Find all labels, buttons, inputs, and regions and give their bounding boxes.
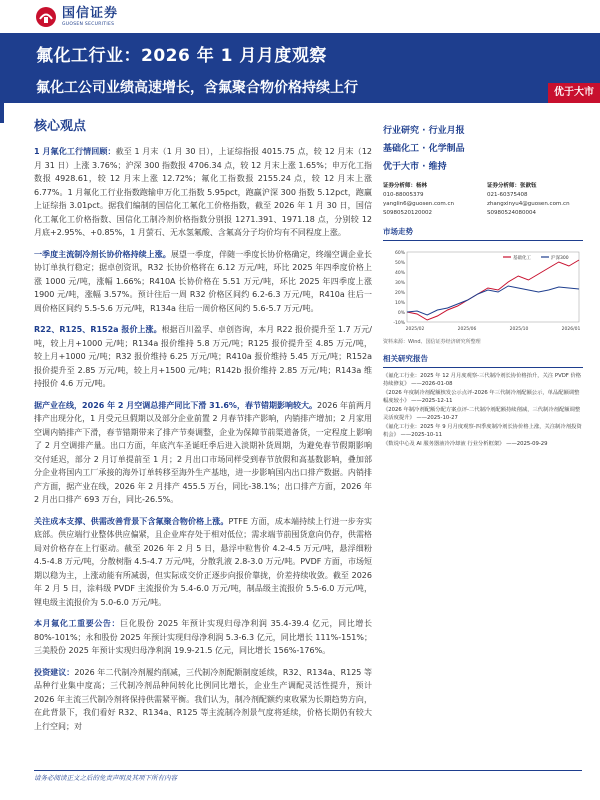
rating-label: 优于大市 · 维持 [383, 162, 447, 172]
logo [35, 6, 118, 28]
x-tick-label: 2025/10 [509, 327, 529, 332]
paragraph-lead: 1 月氟化工行情回顾： [34, 147, 116, 156]
analyst-phone: 010-88005379 [383, 192, 424, 198]
paragraph-text: 巨化股份 2025 年预计实现归母净利润 35.4-39.4 亿元，同比增长 80%-101%；永和股份 2025 年预计实现归母净利润 5.3-6.3 亿元，同比增长 111%-151%；三美股份 2025 年预计实现归母净利润 19.9-21.5 亿元，同比增长 156%-176%。 [34, 619, 373, 655]
y-tick-label: 50% [394, 261, 405, 266]
viewpoint-paragraph [34, 399, 372, 507]
chart-frame [407, 252, 579, 322]
analyst-email[interactable]: zhangxinyu4@guosen.com.cn [487, 201, 570, 207]
y-tick-label: 30% [394, 281, 405, 286]
sidebar [383, 112, 583, 448]
title-banner [0, 33, 600, 103]
analyst-phone: 021-60375408 [487, 192, 528, 198]
x-tick-label: 2025/06 [457, 327, 477, 332]
footer-disclaimer: 请务必阅读正文之后的免责声明及其项下所有内容 [34, 774, 177, 782]
y-tick-label: 20% [394, 291, 405, 296]
y-tick-label: 60% [394, 251, 405, 256]
paragraph-text: PTFE 方面，成本端持续上行进一步夯实底部。供应端行业整体供应偏紧，且企业库存处于相对低位；需求端节前囤货意向仍存，供需格局对价格存在上行驱动。截至 2026 年 2 月 5 日，悬浮中粒售价 4.2-4.5 万元/吨，悬浮细粉 4.5-4.8 万元/吨，分散树脂 4.5-4.7 万元/吨，分散乳液 2.8-3.0 万元/吨。PVDF 方面，市场短期以稳为主，上涨动能有所减弱，但实际成交价正逐步向报价靠拢，价差持续收敛。截至 2026 年 2 月 5 日，涂料级 PVDF 主流报价为 5.4-6.0 万元/吨，制品级主流报价 5.5-6.0 万元/吨，锂电级主流报价为 5.0-6.0 万元/吨。 [34, 516, 372, 607]
report-subtitle: 氟化工公司业绩高速增长，含氟聚合物价格持续上行 [36, 80, 358, 96]
guosen-logo-icon [35, 6, 57, 28]
x-tick-label: 2025/02 [405, 327, 425, 332]
report-title: 氟化工行业：2026 年 1 月月度观察 [36, 46, 327, 66]
viewpoint-paragraph [34, 617, 372, 658]
viewpoint-paragraph [34, 323, 372, 391]
analyst-card [487, 182, 583, 218]
related-report-item[interactable]: 《氟化工行业：2025 年 9 月月度观察-四季度制冷剂长协价格上涨，关注制冷剂投资机会》 ——2025-10-11 [383, 423, 582, 438]
viewpoint-paragraph [34, 515, 372, 610]
viewpoint-paragraph [34, 666, 372, 734]
analyst-name: 证券分析师：杨林 [383, 183, 428, 189]
industry-label: 行业研究 · 行业月报 [383, 126, 465, 136]
rating-tag: 优于大市 [548, 83, 600, 103]
sector-label: 基础化工 · 化学制品 [383, 144, 465, 154]
related-report-item[interactable]: 《氟化工行业：2025 年 12 月月度观察-三代制冷剂长协价格抬升，关注 PVDF 价格持续修复》 ——2026-01-08 [383, 373, 582, 388]
related-report-item[interactable]: 《2026 年制冷剂配额分配方案点评-二代制冷剂配额持续削减，三代制冷剂配额调整灵活度提升》 ——2025-10-27 [383, 406, 581, 422]
footer-divider [34, 770, 582, 771]
market-trend-chart [383, 246, 583, 336]
y-tick-label: 40% [394, 271, 405, 276]
legend-label: 基础化工 [513, 256, 531, 261]
paragraph-lead: 关注成本支撑、供需改善背景下含氟聚合物价格上涨。 [34, 516, 229, 526]
y-tick-label: 10% [394, 301, 405, 306]
series-line-chemical [407, 260, 579, 320]
related-report-item[interactable]: 《2026 年度制冷剂配额核发公示点评-2026 年三代制冷剂配额公示，单品配额调整幅度较小》 ——2025-12-11 [383, 389, 580, 405]
paragraph-lead: 本月氟化工重要公告： [34, 619, 121, 628]
accent-bar [0, 103, 4, 123]
paragraph-lead: R22、R125、R152a 报价上涨。 [34, 325, 162, 334]
y-tick-label: -10% [393, 321, 405, 326]
analysts [383, 182, 583, 218]
viewpoint-paragraph [34, 248, 372, 316]
analyst-license: S0980520120002 [383, 210, 432, 216]
market-trend-title: 市场走势 [383, 226, 583, 241]
paragraph-text: 2026 年二代制冷剂履约削减，三代制冷剂配额制度延续，R32、R134a、R125 等品种行业集中度高；三代制冷剂品种间转化比例同比增长，企业生产调配灵活性提升，预计 2026 年主流三代制冷剂将保持供需紧平衡。我们认为，制冷剂配额约束收紧为长期趋势方向，在此背景下，我们看好 R32、R134a、R125 等主流制冷剂景气度将延续，价格长期仍有较大上行空间；对 [34, 667, 373, 731]
logo-text-cn: 国信证券 [62, 6, 119, 21]
paragraph-lead: 一季度主流制冷剂长协价格持续上涨。 [34, 249, 171, 259]
legend-label: 沪深300 [551, 256, 569, 261]
analyst-card [383, 182, 479, 218]
y-tick-label: 0% [397, 311, 405, 316]
x-tick-label: 2026/01 [561, 327, 581, 332]
paragraph-lead: 据产业在线，2026 年 2 月空调总排产同比下滑 31.6%，春节错期影响较大。 [34, 400, 318, 410]
analyst-license: S0980524080004 [487, 210, 536, 216]
paragraph-text: 根据百川盈孚、卓创咨询，本月 R22 报价提升至 1.7 万元/吨，较上月+1000 元/吨；R134a 报价维持 5.8 万元/吨；R125 报价提升至 4.85 万元/吨，较上月+1000 元/吨；R32 报价维持 6.25 万元/吨；R410a 报价维持 5.45 万元/吨；R152a 报价提升至 2.85 万元/吨，较上月+1500 元/吨；R142b 报价维持 2.85 万元/吨；R143a 维持报价 4.6 万元/吨。 [34, 325, 373, 388]
paragraph-text: 2026 年前两月排产出现分化，1 月受元旦假期以及部分企业前置 2 月春节排产影响，内销排产增加；2 月家用空调内销排产下滑，春节错期带来了排产节奏调整，企业为保障节前渠道备货，一定程度上影响了 2 月空调排产量。出口方面，年底汽车圣诞旺季后进入淡期补货周期，为避免春节假期影响交付延迟，部分 2 月订单提前至 1 月；2 月出口市场同样受到春节放假和高基数影响，叠加部分企业将国内工厂承接的海外订单转移至海外生产基地，进一步影响国内出口排产数据。内销排产方面，据产业在线，2026 年 2 月排产 455.5 万台，同比-38.1%；出口排产方面，2026 年 2 月出口排产 693 万台，同比-26.5%。 [34, 400, 372, 504]
logo-text-en: GUOSEN SECURITIES [62, 22, 115, 27]
analyst-email[interactable]: yanglin6@guosen.com.cn [383, 201, 454, 207]
viewpoint-paragraph [34, 145, 372, 240]
core-viewpoints [34, 112, 372, 741]
related-report-item[interactable]: 《数说中心及 AI 服务器液冷冷却液 行业分析框架》 ——2025-09-29 [383, 440, 548, 447]
related-reports-title: 相关研究报告 [383, 353, 583, 368]
chart-svg [383, 246, 583, 336]
section-title: 核心观点 [34, 119, 87, 134]
paragraph-text: 截至 1 月末（1 月 30 日），上证综指报 4015.75 点，较 12 月末（12 月 31 日）上涨 3.76%；沪深 300 指数报 4706.34 点，较 12 月末上涨 1.65%；申万化工指数报 4928.61，较 12 月末上涨 12.72%；氟化工指数报 2155.24 点，较 12 月末上涨 6.77%。1 月氟化工行业指数跑输申万化工指数 5.95pct，跑赢沪深 300 指数 5.12pct，跑赢上证综指 3.01pct。据我们编制的国信化工氟化工价格指数，截至 2026 年 1 月 30 日，国信化工氟化工价格指数、国信化工制冷剂价格指数分别报 1271.391、1971.18 点，分别较 12 月底+2.95%、+0.85%，1 月萤石、无水氢氟酸、含氟高分子均价均有不同程度上涨。 [34, 147, 372, 237]
paragraph-text: 展望一季度，伴随一季度长协价格确定，终端空调企业长协订单执行稳定；据卓创资讯，R32 长协价格将在 6.12 万元/吨，环比 2025 年四季度价格上涨 1000 元/吨，涨幅 1.66%；R410A 长协价格在 5.51 万元/吨，环比 2025 年四季度上涨 1900 元/吨，涨幅 3.57%。预计往后一周 R32 价格区间约 6.2-6.3 万元/吨，R410a 往后一周价格区间约 5.5-5.6 万元/吨，R134a 往后一周价格区间约 5.6-5.7 万元/吨。 [34, 249, 372, 313]
chart-source: 资料来源：Wind、国信证券经济研究所整理 [383, 339, 481, 345]
paragraph-lead: 投资建议： [34, 667, 75, 677]
related-reports-list [383, 372, 583, 448]
series-line-csi300 [407, 286, 579, 315]
analyst-name: 证券分析师：张歆钰 [487, 183, 537, 189]
